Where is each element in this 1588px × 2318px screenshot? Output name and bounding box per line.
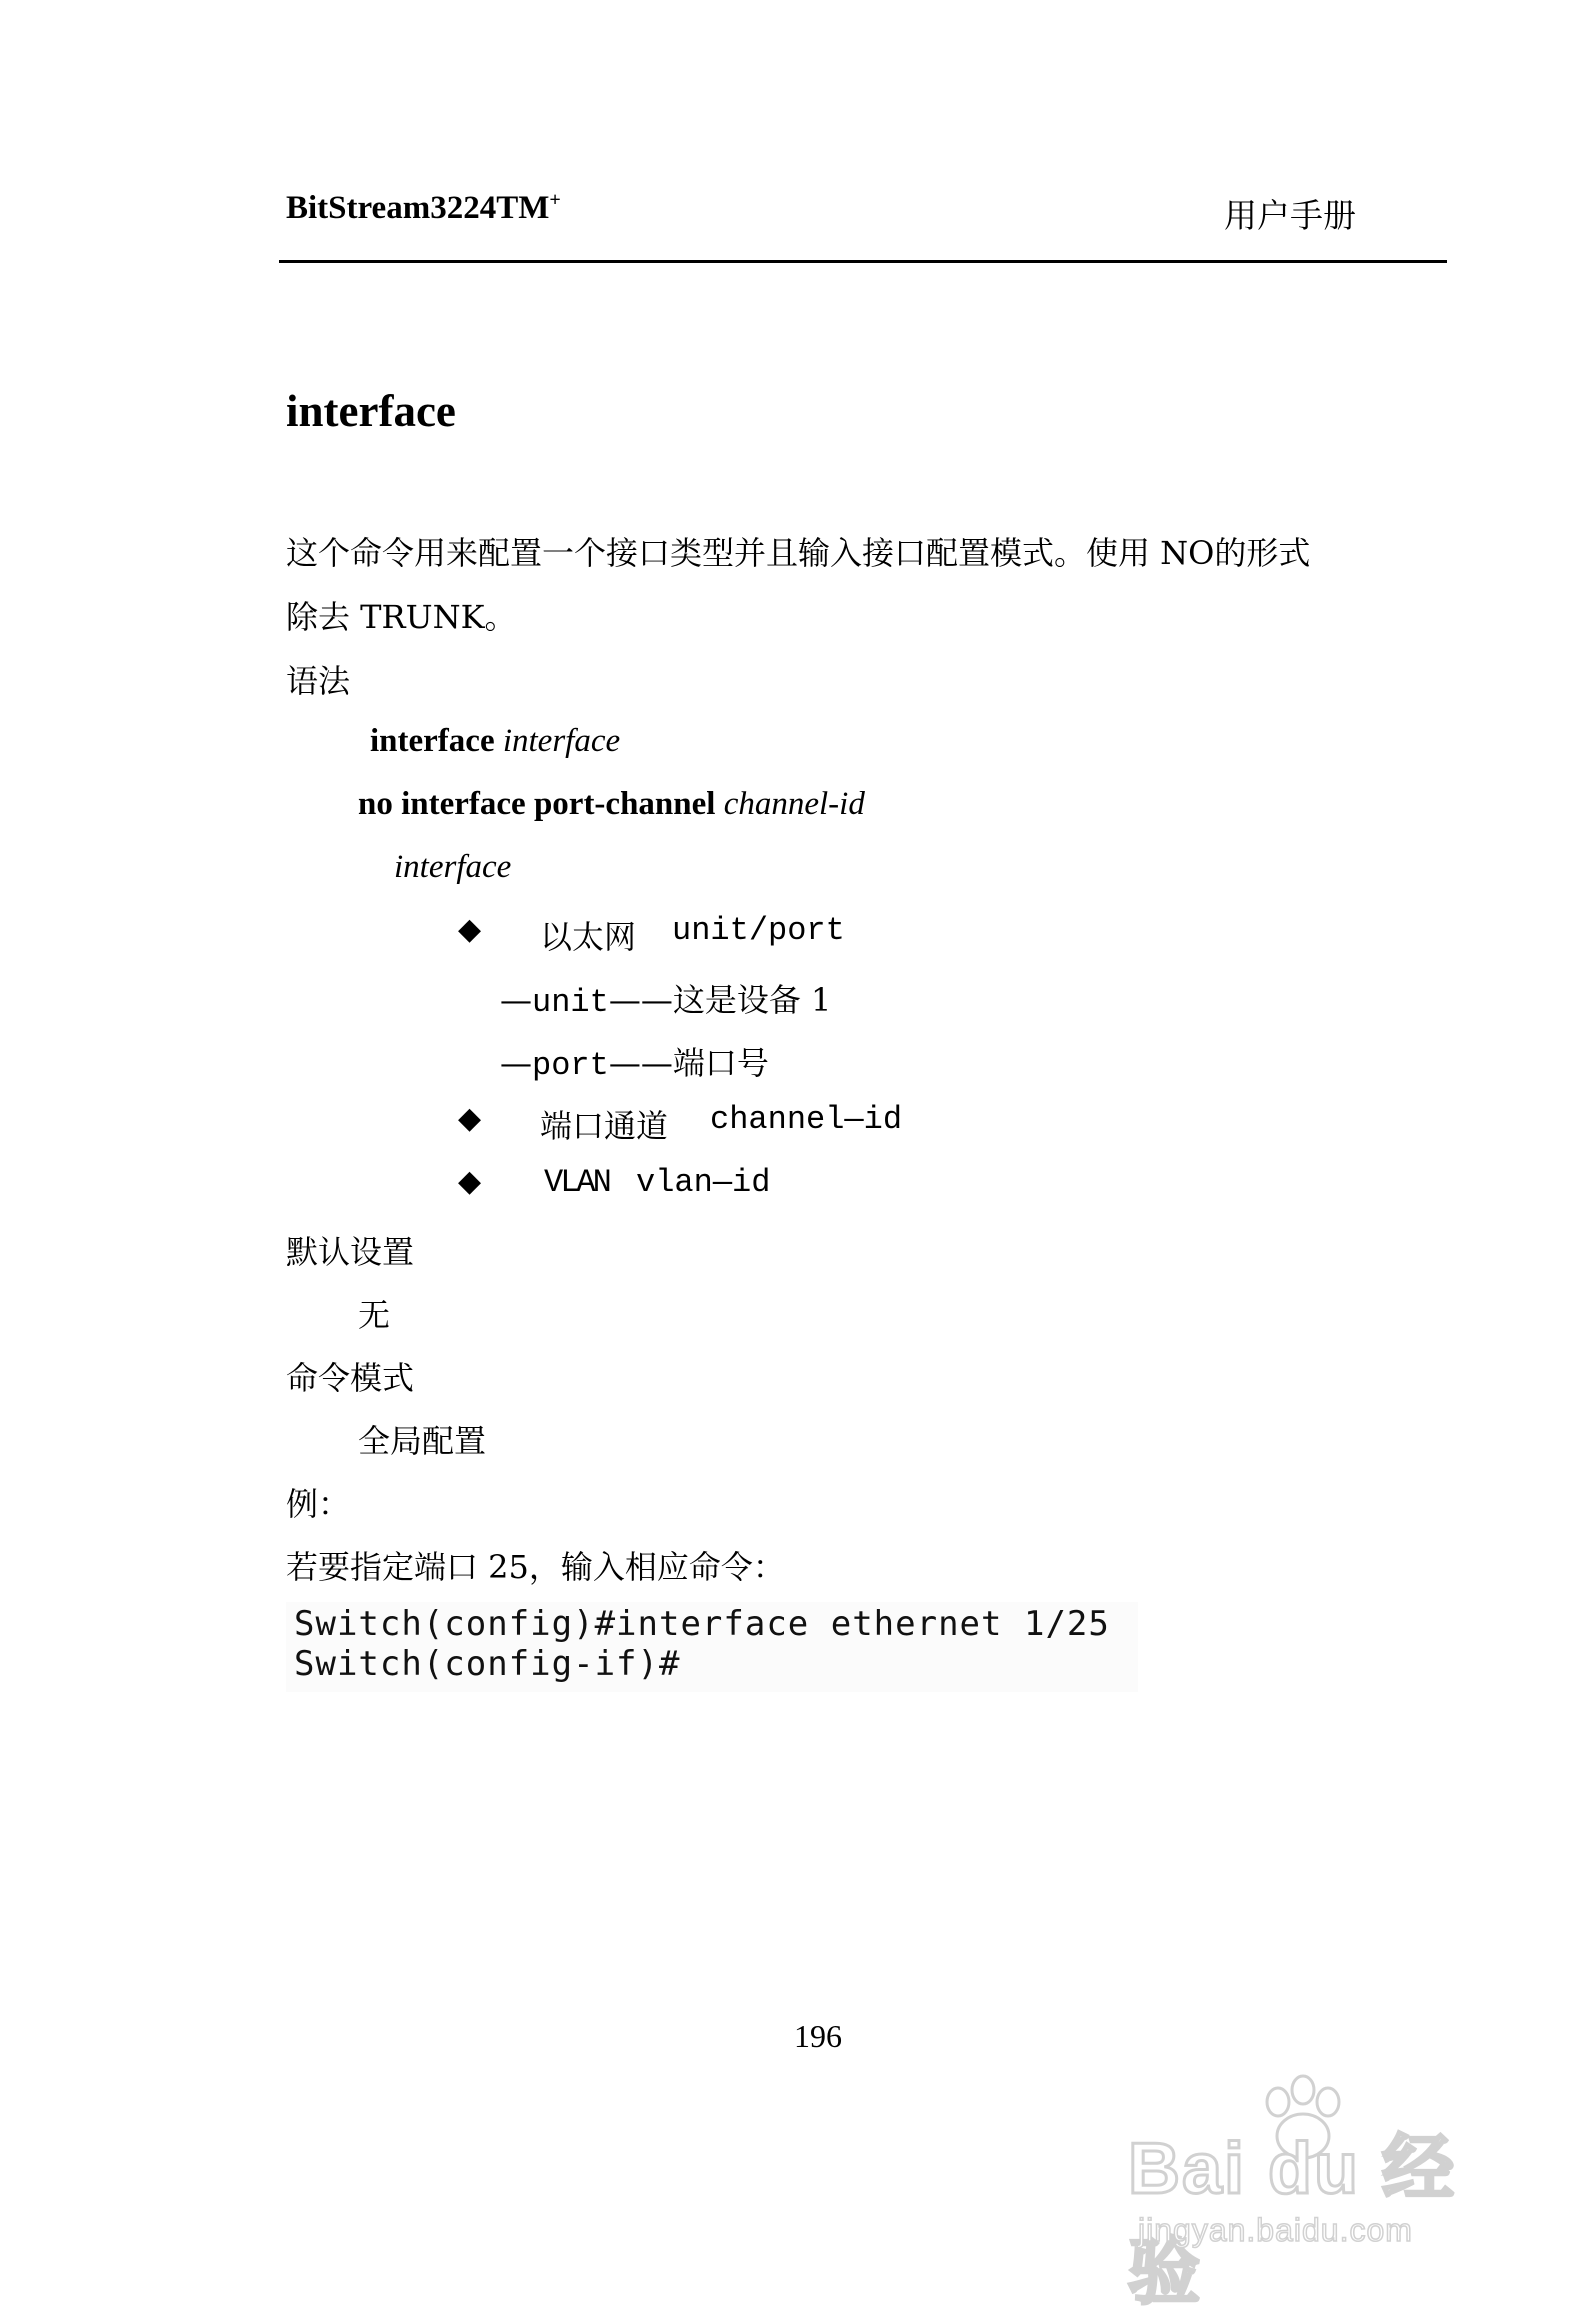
default-value: 无 bbox=[358, 1296, 391, 1334]
mode-value: 全局配置 bbox=[358, 1422, 487, 1460]
syntax-command-2-argument: channel-id bbox=[723, 786, 865, 822]
example-heading: 例： bbox=[286, 1485, 351, 1523]
syntax-command-1 bbox=[370, 723, 620, 760]
option-ethernet-value: unit/port bbox=[672, 912, 845, 949]
option-vlan-value: vlan—id bbox=[636, 1164, 771, 1201]
sub-item-port: —port——端口号 bbox=[500, 1044, 769, 1084]
header-manual-label: 用户手册 bbox=[1224, 196, 1356, 235]
mode-heading: 命令模式 bbox=[286, 1359, 415, 1397]
header-product: BitStream3224TM+ bbox=[286, 189, 561, 226]
example-text: 若要指定端口 25，输入相应命令： bbox=[286, 1548, 785, 1586]
sub-item-unit: —unit——这是设备 1 bbox=[500, 981, 832, 1021]
page-number: 196 bbox=[794, 2018, 842, 2054]
watermark-brand: Bai du 经验 bbox=[1128, 2129, 1457, 2313]
header-divider bbox=[279, 260, 1447, 263]
syntax-command-1-keyword: interface bbox=[370, 723, 495, 759]
option-vlan-label: VLAN bbox=[544, 1164, 609, 1201]
syntax-command-2-keyword: no interface port-channel bbox=[358, 786, 716, 822]
section-title: interface bbox=[286, 386, 456, 436]
description-line-2: 除去 TRUNK。 bbox=[286, 598, 517, 636]
syntax-command-1-argument: interface bbox=[502, 723, 621, 759]
bullet-diamond-icon: ◆ bbox=[458, 1101, 482, 1136]
bullet-diamond-icon: ◆ bbox=[458, 1164, 482, 1199]
baidu-watermark bbox=[1128, 2070, 1528, 2313]
option-port-channel-value: channel—id bbox=[710, 1101, 903, 1138]
syntax-heading: 语法 bbox=[286, 662, 351, 700]
bullet-diamond-icon: ◆ bbox=[458, 912, 482, 947]
option-port-channel-label: 端口通道 bbox=[540, 1107, 669, 1145]
header-product-superscript: + bbox=[549, 189, 561, 211]
syntax-parameter: interface bbox=[394, 849, 512, 885]
description-line-1: 这个命令用来配置一个接口类型并且输入接口配置模式。使用 NO的形式 bbox=[286, 534, 1311, 572]
code-line-2: Switch(config-if)# bbox=[294, 1644, 681, 1684]
watermark-url: jingyan.baidu.com bbox=[1138, 2212, 1413, 2248]
option-ethernet-label: 以太网 bbox=[540, 918, 637, 956]
code-line-1: Switch(config)#interface ethernet 1/25 bbox=[294, 1604, 1110, 1644]
syntax-command-2 bbox=[358, 786, 865, 823]
default-heading: 默认设置 bbox=[286, 1233, 415, 1271]
code-example bbox=[286, 1602, 1138, 1692]
